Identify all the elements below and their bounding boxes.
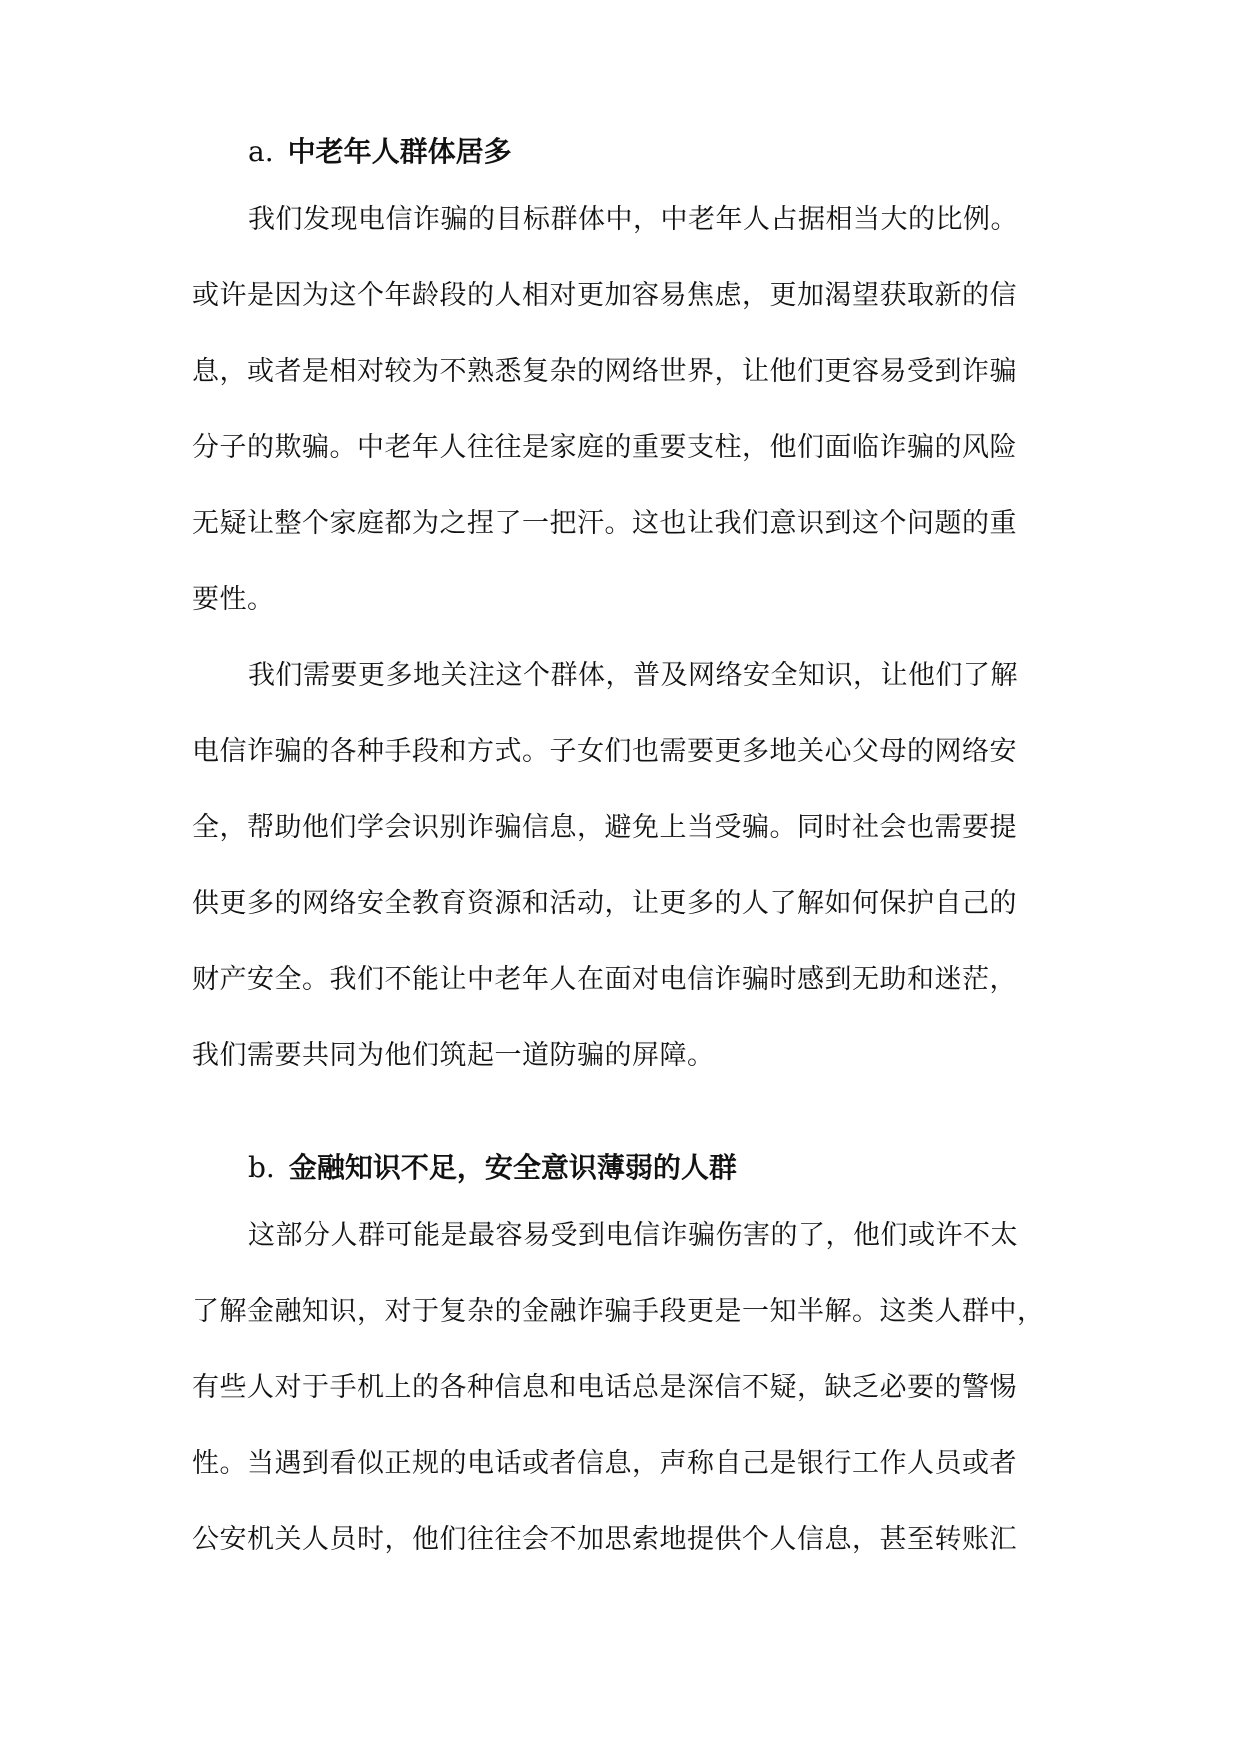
paragraph-line: 性。当遇到看似正规的电话或者信息，声称自己是银行工作人员或者 <box>192 1448 1017 1479</box>
paragraph-line: 了解金融知识，对于复杂的金融诈骗手段更是一知半解。这类人群中， <box>192 1296 1045 1327</box>
section-b-title: 金融知识不足，安全意识薄弱的人群 <box>288 1151 737 1184</box>
section-a-paragraph-2 <box>192 638 1052 1094</box>
section-b-paragraph-1 <box>192 1198 1052 1578</box>
section-a-marker: a. <box>248 135 274 168</box>
paragraph-line: 电信诈骗的各种手段和方式。子女们也需要更多地关心父母的网络安 <box>192 736 1017 767</box>
paragraph-line: 息，或者是相对较为不熟悉复杂的网络世界，让他们更容易受到诈骗 <box>192 356 1017 387</box>
section-a-heading <box>248 132 512 172</box>
paragraph-line: 要性。 <box>192 584 275 615</box>
paragraph-line: 全，帮助他们学会识别诈骗信息，避免上当受骗。同时社会也需要提 <box>192 812 1017 843</box>
section-b-heading <box>248 1148 737 1188</box>
paragraph-line: 我们需要共同为他们筑起一道防骗的屏障。 <box>192 1040 715 1071</box>
paragraph-line: 我们需要更多地关注这个群体，普及网络安全知识，让他们了解 <box>248 660 1018 691</box>
section-a-paragraph-1 <box>192 182 1052 638</box>
paragraph-line: 无疑让整个家庭都为之捏了一把汗。这也让我们意识到这个问题的重 <box>192 508 1017 539</box>
paragraph-line: 供更多的网络安全教育资源和活动，让更多的人了解如何保护自己的 <box>192 888 1017 919</box>
section-a-title: 中老年人群体居多 <box>287 135 512 168</box>
paragraph-line: 分子的欺骗。中老年人往往是家庭的重要支柱，他们面临诈骗的风险 <box>192 432 1017 463</box>
paragraph-line: 公安机关人员时，他们往往会不加思索地提供个人信息，甚至转账汇 <box>192 1524 1017 1555</box>
paragraph-line: 或许是因为这个年龄段的人相对更加容易焦虑，更加渴望获取新的信 <box>192 280 1017 311</box>
section-b-marker: b. <box>248 1151 275 1184</box>
paragraph-line: 我们发现电信诈骗的目标群体中，中老年人占据相当大的比例。 <box>248 204 1018 235</box>
paragraph-line: 财产安全。我们不能让中老年人在面对电信诈骗时感到无助和迷茫， <box>192 964 1017 995</box>
paragraph-line: 这部分人群可能是最容易受到电信诈骗伤害的了，他们或许不太 <box>248 1220 1018 1251</box>
paragraph-line: 有些人对于手机上的各种信息和电话总是深信不疑，缺乏必要的警惕 <box>192 1372 1017 1403</box>
